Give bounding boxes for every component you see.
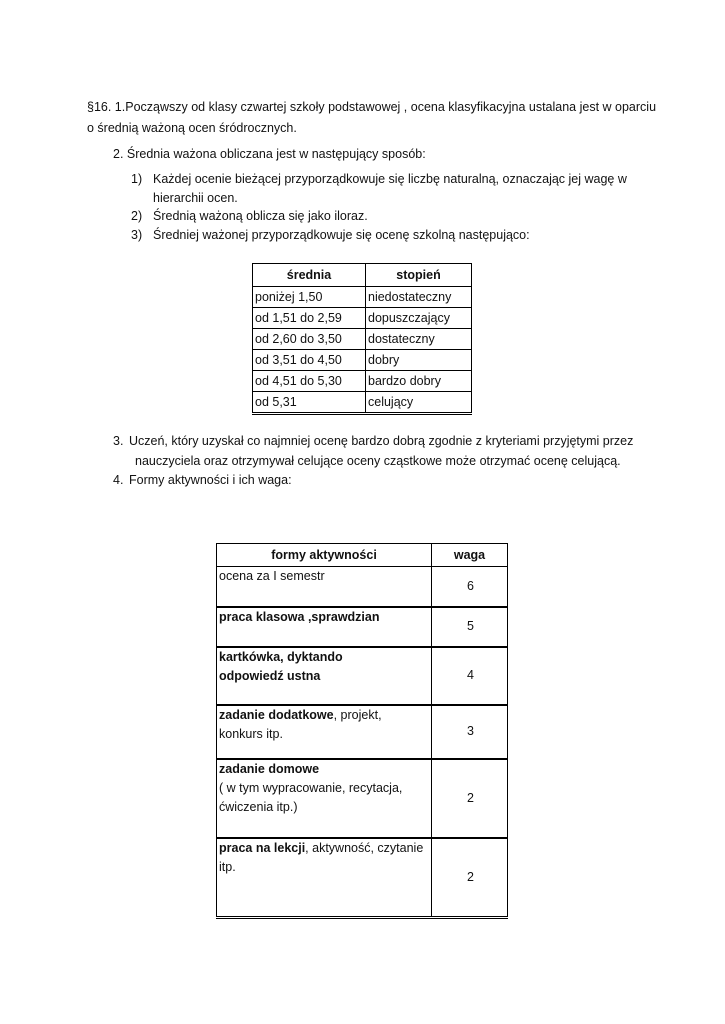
- activity-line: odpowiedź ustna: [219, 668, 321, 683]
- point-4: [113, 473, 292, 487]
- paragraph-1-line-2: o średnią ważoną ocen śródrocznych.: [87, 121, 297, 135]
- table-cell: od 3,51 do 4,50: [253, 350, 366, 371]
- table-header: stopień: [366, 264, 472, 287]
- point-number: 4.: [113, 473, 124, 487]
- activity-line: ocena za I semestr: [219, 569, 325, 583]
- weight-cell: 4: [432, 647, 508, 705]
- weight-cell: 6: [432, 567, 508, 607]
- table-row: [217, 567, 508, 607]
- list-item: [131, 172, 627, 186]
- activity-cell: [217, 838, 432, 918]
- table-header: formy aktywności: [217, 544, 432, 567]
- list-number: 1): [131, 172, 143, 186]
- table-row: [253, 371, 472, 392]
- table-row: [217, 759, 508, 838]
- table-row: [253, 287, 472, 308]
- activity-line: zadanie dodatkowe, projekt,: [219, 707, 382, 722]
- activity-cell: [217, 607, 432, 647]
- table-row: [217, 838, 508, 918]
- list-text: Każdej ocenie bieżącej przyporządkowuje się liczbę naturalną, oznaczając jej wagę w: [153, 172, 627, 186]
- table-row: [253, 392, 472, 414]
- table-cell: od 5,31: [253, 392, 366, 414]
- activity-line: zadanie domowe: [219, 761, 320, 776]
- table-cell: od 4,51 do 5,30: [253, 371, 366, 392]
- table-cell: celujący: [366, 392, 472, 414]
- activity-line: kartkówka, dyktando: [219, 649, 343, 664]
- table-header: średnia: [253, 264, 366, 287]
- table-row: [217, 705, 508, 759]
- table-header-row: [217, 544, 508, 567]
- activity-line: praca klasowa ,sprawdzian: [219, 609, 380, 624]
- activity-line: ćwiczenia itp.): [219, 799, 298, 814]
- activity-line: konkurs itp.: [219, 726, 283, 741]
- list-item: [131, 228, 530, 242]
- weight-cell: 5: [432, 607, 508, 647]
- table-row: [217, 607, 508, 647]
- activity-cell: [217, 705, 432, 759]
- point-text: Uczeń, który uzyskał co najmniej ocenę bardzo dobrą zgodnie z kryteriami przyjętymi przez: [129, 434, 634, 448]
- activity-table: [216, 543, 508, 919]
- table-cell: dobry: [366, 350, 472, 371]
- point-3-continuation: nauczyciela oraz otrzymywał celujące oceny cząstkowe może otrzymać ocenę celującą.: [135, 454, 621, 468]
- table-row: [253, 350, 472, 371]
- list-number: 2): [131, 209, 143, 223]
- table-cell: bardzo dobry: [366, 371, 472, 392]
- paragraph-1: [87, 97, 656, 139]
- point-number: 3.: [113, 434, 124, 448]
- list-number: 3): [131, 228, 143, 242]
- table-cell: poniżej 1,50: [253, 287, 366, 308]
- table-cell: niedostateczny: [366, 287, 472, 308]
- table-header: waga: [432, 544, 508, 567]
- table-cell: dopuszczający: [366, 308, 472, 329]
- activity-cell: [217, 647, 432, 705]
- activity-cell: [217, 759, 432, 838]
- list-text: Średnią ważoną oblicza się jako iloraz.: [153, 209, 368, 223]
- list-text: Średniej ważonej przyporządkowuje się ocenę szkolną następująco:: [153, 228, 530, 242]
- weight-cell: 3: [432, 705, 508, 759]
- activity-cell: [217, 567, 432, 607]
- list-item: [131, 209, 368, 223]
- paragraph-1-line-1: §16. 1.Począwszy od klasy czwartej szkoły podstawowej , ocena klasyfikacyjna ustalana jest w oparciu: [87, 100, 657, 114]
- point-text: Formy aktywności i ich waga:: [129, 473, 292, 487]
- grade-table: [252, 263, 472, 415]
- table-cell: od 1,51 do 2,59: [253, 308, 366, 329]
- table-row: [217, 647, 508, 705]
- paragraph-2: 2. Średnia ważona obliczana jest w następujący sposób:: [113, 147, 426, 161]
- table-row: [253, 329, 472, 350]
- table-header-row: [253, 264, 472, 287]
- table-cell: dostateczny: [366, 329, 472, 350]
- weight-cell: 2: [432, 759, 508, 838]
- activity-line: praca na lekcji, aktywność, czytanie: [219, 840, 424, 855]
- activity-line: ( w tym wypracowanie, recytacja,: [219, 780, 403, 795]
- weight-cell: 2: [432, 838, 508, 918]
- activity-line: itp.: [219, 859, 236, 874]
- point-3: [113, 434, 633, 448]
- table-row: [253, 308, 472, 329]
- list-item-continuation: hierarchii ocen.: [153, 191, 238, 205]
- table-cell: od 2,60 do 3,50: [253, 329, 366, 350]
